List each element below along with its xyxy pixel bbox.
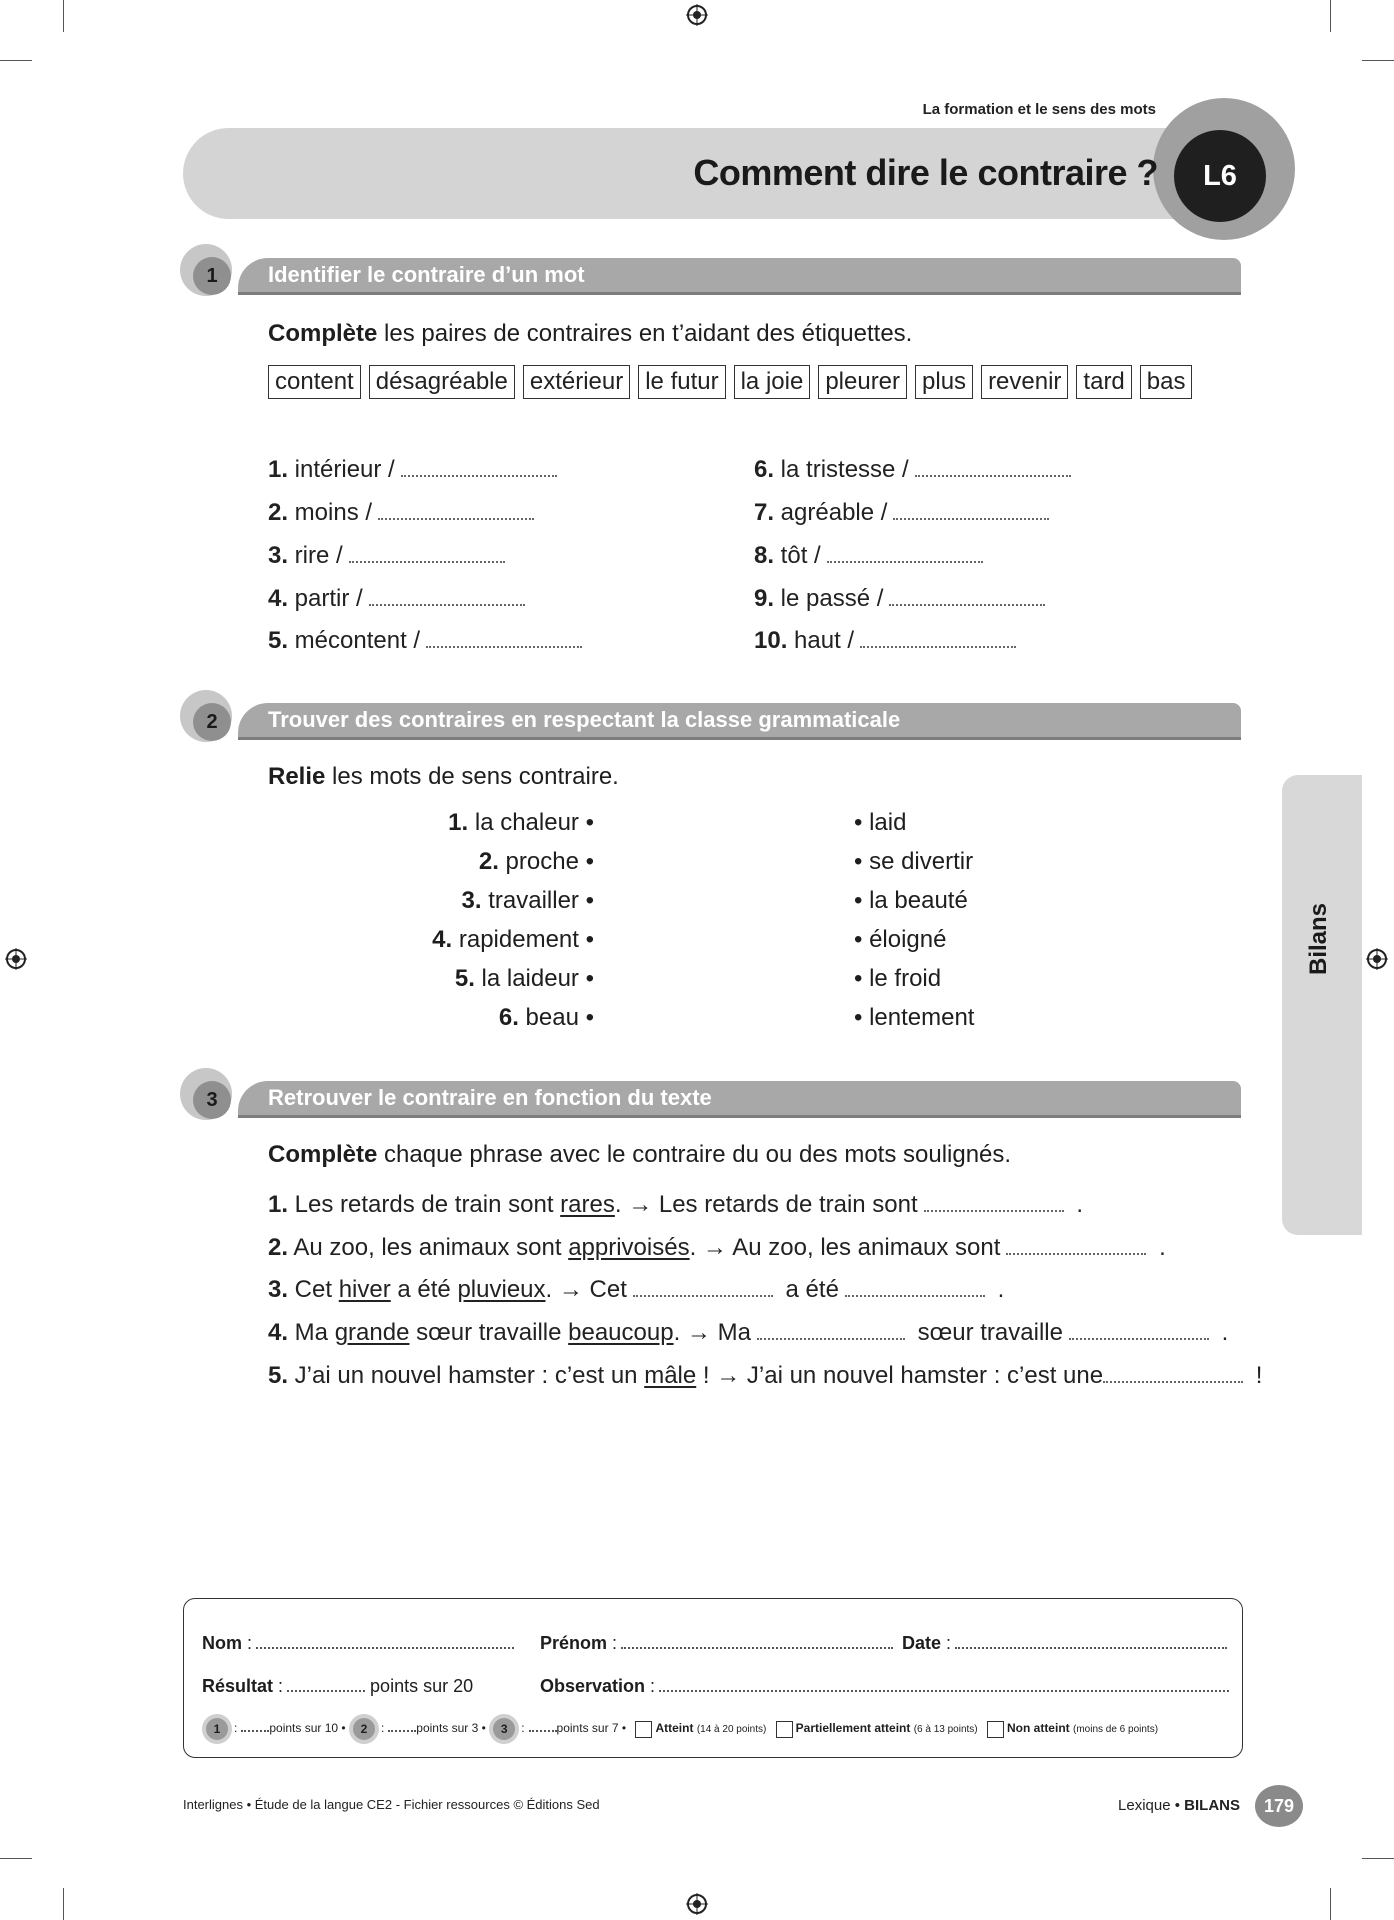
firstname-field[interactable] — [621, 1633, 893, 1649]
side-tab — [1282, 775, 1362, 1235]
word-label: désagréable — [369, 365, 515, 399]
date-label: Date — [902, 1633, 942, 1653]
registration-mark-icon — [686, 1893, 708, 1915]
item-number: 3. — [461, 887, 482, 914]
match-right-item[interactable]: • laid — [854, 809, 907, 836]
sentence-text: a été — [778, 1276, 839, 1303]
match-right-item[interactable]: • éloigné — [854, 926, 947, 953]
score-number-2: 2 — [353, 1718, 375, 1740]
underlined-word: mâle — [644, 1362, 697, 1389]
crop-mark — [63, 1888, 64, 1920]
sentence-text: J’ai un nouvel hamster : c’est un — [288, 1362, 645, 1389]
underlined-word: beaucoup — [568, 1319, 674, 1346]
answer-blank[interactable] — [349, 543, 505, 563]
lesson-code-badge: L6 — [1174, 130, 1266, 222]
item-word: mécontent / — [288, 627, 421, 654]
sentence-text: . — [1214, 1319, 1229, 1346]
crop-mark — [1330, 0, 1331, 32]
instruction-text: chaque phrase avec le contraire du ou des mots soulignés. — [377, 1141, 1012, 1168]
crop-mark — [1362, 1858, 1394, 1859]
answer-blank[interactable] — [426, 628, 582, 648]
item-word: beau • — [518, 1004, 594, 1031]
name-row: Nom : — [202, 1633, 514, 1654]
section-label-a: Lexique • — [1118, 1797, 1185, 1814]
exercise-title: Trouver des contraires en respectant la classe grammaticale — [268, 707, 901, 732]
firstname-label: Prénom — [540, 1633, 608, 1653]
answer-blank[interactable] — [1006, 1235, 1146, 1255]
item-word: proche • — [498, 848, 594, 875]
underlined-word: apprivoisés — [568, 1234, 690, 1261]
item-word: la tristesse / — [774, 456, 909, 483]
match-right-item[interactable]: • se divertir — [854, 848, 974, 875]
registration-mark-icon — [686, 4, 708, 26]
item-word: rire / — [288, 542, 343, 569]
answer-blank[interactable] — [757, 1320, 905, 1340]
underlined-word: hiver — [338, 1276, 391, 1303]
pair-item — [268, 456, 557, 484]
section-label-b: BILANS — [1184, 1797, 1240, 1814]
exercise-header-rule — [238, 292, 1241, 295]
non-atteint-checkbox[interactable] — [987, 1721, 1004, 1738]
pair-item — [268, 542, 505, 570]
sentence-item — [268, 1276, 1004, 1304]
item-number: 4. — [268, 585, 289, 612]
exercise-title: Retrouver le contraire en fonction du texte — [268, 1085, 712, 1110]
item-word: moins / — [288, 499, 373, 526]
observation-field[interactable] — [659, 1676, 1229, 1692]
crop-mark — [1330, 1888, 1331, 1920]
match-right-item[interactable]: • la beauté — [854, 887, 968, 914]
exercise-title: Identifier le contraire d’un mot — [268, 262, 585, 287]
date-row: Date : — [902, 1633, 1227, 1654]
answer-blank[interactable] — [1103, 1363, 1243, 1383]
item-number: 5. — [268, 627, 289, 654]
sentence-text: ! → J’ai un nouvel hamster : c’est une — [696, 1362, 1104, 1389]
side-tab-label: Bilans — [1305, 902, 1332, 975]
sentence-text: Au zoo, les animaux sont — [288, 1234, 569, 1261]
item-number: 5. — [268, 1362, 289, 1389]
match-right-item[interactable]: • lentement — [854, 1004, 975, 1031]
answer-blank[interactable] — [1069, 1320, 1209, 1340]
item-word: haut / — [787, 627, 855, 654]
instruction-verb: Relie — [268, 763, 326, 790]
item-number: 1. — [448, 809, 469, 836]
item-word: agréable / — [774, 499, 888, 526]
section-label — [1118, 1797, 1240, 1814]
item-number: 3. — [268, 1276, 289, 1303]
item-number: 1. — [268, 1191, 289, 1218]
word-label: la joie — [734, 365, 811, 399]
exercise-header-rule — [238, 737, 1241, 740]
match-left-item[interactable] — [462, 887, 594, 915]
partiel-checkbox[interactable] — [776, 1721, 793, 1738]
score-label: points sur 7 — [556, 1721, 619, 1736]
exercise-number: 1 — [193, 257, 231, 295]
item-word: intérieur / — [288, 456, 395, 483]
pair-item — [754, 499, 1049, 527]
sentence-text: ! — [1249, 1362, 1263, 1389]
crop-mark — [0, 1858, 32, 1859]
atteint-checkbox[interactable] — [635, 1721, 652, 1738]
partiel-label: Partiellement atteint — [795, 1721, 911, 1736]
sentence-text: sœur travaille — [910, 1319, 1063, 1346]
pair-item — [268, 585, 525, 613]
answer-blank[interactable] — [845, 1277, 985, 1297]
page-title: Comment dire le contraire ? — [693, 152, 1158, 193]
item-number: 4. — [268, 1319, 289, 1346]
word-label: content — [268, 365, 361, 399]
pair-item — [754, 456, 1071, 484]
result-row: Résultat : points sur 20 — [202, 1676, 474, 1696]
item-number: 2. — [268, 1234, 289, 1261]
answer-blank[interactable] — [378, 500, 534, 520]
score-number-1: 1 — [206, 1718, 228, 1740]
non-atteint-note: (moins de 6 points) — [1073, 1724, 1159, 1736]
atteint-label: Atteint — [655, 1721, 694, 1736]
pair-item — [268, 499, 534, 527]
score-field[interactable] — [241, 1720, 269, 1732]
name-field[interactable] — [256, 1633, 514, 1649]
word-label: le futur — [638, 365, 725, 399]
underlined-word: rares — [560, 1191, 615, 1218]
underlined-word: pluvieux — [457, 1276, 546, 1303]
sentence-text: a été — [390, 1276, 458, 1303]
item-number: 1. — [268, 456, 289, 483]
item-number: 6. — [754, 456, 775, 483]
sentence-text: . → Cet — [545, 1276, 627, 1303]
registration-mark-icon — [1366, 948, 1388, 970]
instruction-verb: Complète — [268, 1141, 378, 1168]
result-field[interactable] — [287, 1676, 365, 1692]
crop-mark — [1362, 60, 1394, 61]
item-word: tôt / — [774, 542, 821, 569]
item-number: 8. — [754, 542, 775, 569]
word-label: pleurer — [818, 365, 907, 399]
sentence-item — [268, 1319, 1228, 1347]
item-number: 7. — [754, 499, 775, 526]
result-label: Résultat — [202, 1676, 274, 1696]
word-label: revenir — [981, 365, 1068, 399]
answer-blank[interactable] — [860, 628, 1016, 648]
pair-item — [754, 627, 1016, 655]
answer-blank[interactable] — [915, 457, 1071, 477]
item-number: 2. — [478, 848, 499, 875]
exercise-number: 2 — [193, 703, 231, 741]
result-suffix: points sur 20 — [370, 1676, 474, 1696]
score-row: 1 : points sur 10 • 2 : points sur 3 • 3 : points sur 7 • Atteint (14 à 20 points) Partiellement atteint (6 à 13 points) Non atteint (moins de 6 points) — [202, 1718, 1158, 1740]
match-left-item[interactable] — [448, 809, 594, 837]
score-field[interactable] — [529, 1720, 557, 1732]
sentence-item — [268, 1362, 1262, 1390]
answer-blank[interactable] — [401, 457, 557, 477]
pair-item — [754, 542, 983, 570]
instruction-verb: Complète — [268, 320, 378, 347]
sentence-text: . → Au zoo, les animaux sont — [689, 1234, 1001, 1261]
exercise-header-rule — [238, 1115, 1241, 1118]
sentence-text: . — [1069, 1191, 1084, 1218]
answer-blank[interactable] — [633, 1277, 773, 1297]
crop-mark — [63, 0, 64, 32]
answer-blank[interactable] — [369, 586, 525, 606]
item-number: 9. — [754, 585, 775, 612]
registration-mark-icon — [5, 948, 27, 970]
sentence-text: . — [1152, 1234, 1166, 1261]
item-number: 10. — [754, 627, 788, 654]
score-label: points sur 3 — [416, 1721, 479, 1736]
word-label: bas — [1140, 365, 1193, 399]
observation-label: Observation — [540, 1676, 646, 1696]
match-left-item[interactable] — [499, 1004, 594, 1032]
exercise-instruction — [268, 1141, 1011, 1169]
sentence-text: Ma — [288, 1319, 335, 1346]
item-number: 5. — [454, 965, 475, 992]
item-number: 2. — [268, 499, 289, 526]
publisher-credit: Interlignes • Étude de la langue CE2 - Fichier ressources © Éditions Sed — [183, 1797, 600, 1812]
instruction-text: les paires de contraires en t’aidant des étiquettes. — [377, 320, 913, 347]
word-labels — [268, 365, 1192, 399]
sentence-text: . — [990, 1276, 1005, 1303]
sentence-text: Cet — [288, 1276, 339, 1303]
exercise-instruction — [268, 320, 912, 348]
name-label: Nom — [202, 1633, 242, 1653]
answer-blank[interactable] — [893, 500, 1049, 520]
instruction-text: les mots de sens contraire. — [325, 763, 619, 790]
pair-item — [754, 585, 1045, 613]
match-right-item[interactable]: • le froid — [854, 965, 942, 992]
word-label: extérieur — [523, 365, 630, 399]
partiel-note: (6 à 13 points) — [913, 1724, 978, 1736]
item-word: le passé / — [774, 585, 884, 612]
date-field[interactable] — [955, 1633, 1227, 1649]
exercise-instruction — [268, 763, 619, 791]
sentence-text: . → Les retards de train sont — [614, 1191, 918, 1218]
sentence-item — [268, 1234, 1166, 1262]
word-label: plus — [915, 365, 973, 399]
item-number: 4. — [432, 926, 453, 953]
supertitle: La formation et le sens des mots — [922, 101, 1156, 118]
exercise-number: 3 — [193, 1081, 231, 1119]
item-number: 6. — [498, 1004, 519, 1031]
score-label: points sur 10 — [269, 1721, 339, 1736]
item-word: travailler • — [481, 887, 594, 914]
match-left-item[interactable] — [479, 848, 594, 876]
answer-blank[interactable] — [924, 1192, 1064, 1212]
match-left-item[interactable] — [432, 926, 594, 954]
match-left-item[interactable] — [455, 965, 594, 993]
answer-blank[interactable] — [827, 543, 983, 563]
answer-blank[interactable] — [889, 586, 1045, 606]
item-word: rapidement • — [452, 926, 594, 953]
item-word: partir / — [288, 585, 363, 612]
firstname-row: Prénom : — [540, 1633, 893, 1654]
page-number: 179 — [1255, 1785, 1303, 1827]
item-word: la chaleur • — [468, 809, 594, 836]
sentence-text: sœur travaille — [409, 1319, 569, 1346]
non-atteint-label: Non atteint — [1006, 1721, 1070, 1736]
sentence-text: Les retards de train sont — [288, 1191, 561, 1218]
crop-mark — [0, 60, 32, 61]
underlined-word: grande — [334, 1319, 410, 1346]
pair-item — [268, 627, 582, 655]
atteint-note: (14 à 20 points) — [696, 1724, 767, 1736]
item-word: la laideur • — [474, 965, 594, 992]
word-label: tard — [1076, 365, 1131, 399]
score-field[interactable] — [388, 1720, 416, 1732]
score-number-3: 3 — [493, 1718, 515, 1740]
sentence-item — [268, 1191, 1083, 1219]
sentence-text: . → Ma — [673, 1319, 751, 1346]
observation-row: Observation : — [540, 1676, 1229, 1697]
item-number: 3. — [268, 542, 289, 569]
